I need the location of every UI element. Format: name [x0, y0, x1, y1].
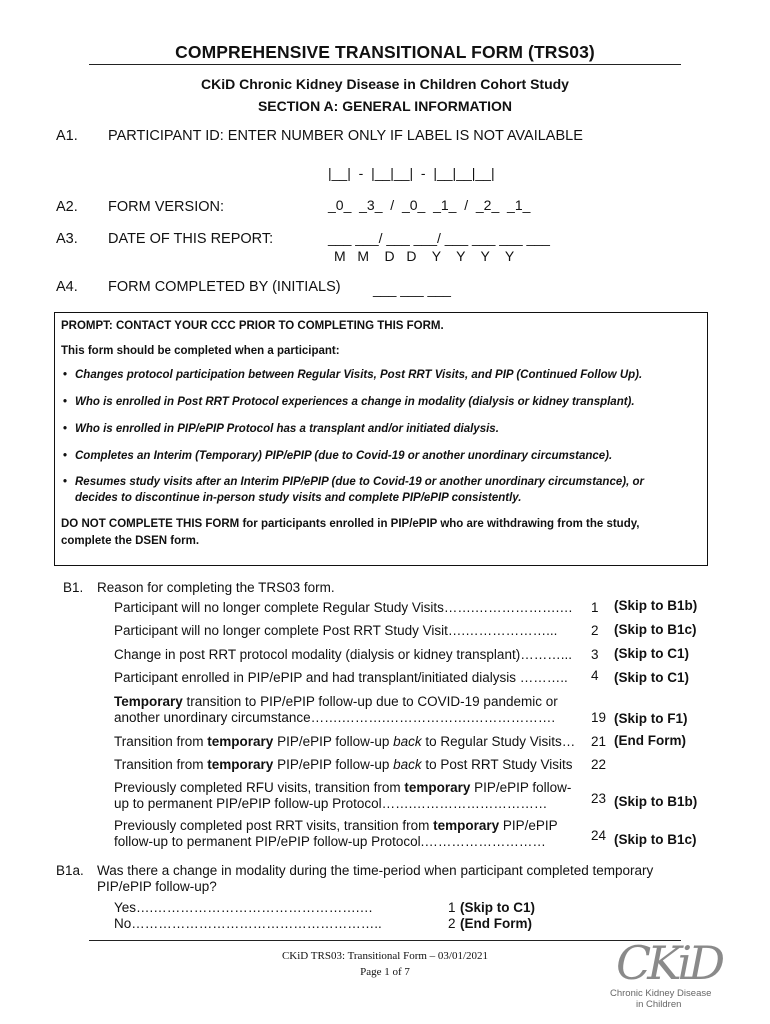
b1-number: B1.	[63, 580, 84, 595]
prompt-bullet-continuation: decides to discontinue in-person study visits and complete PIP/ePIP consistently.	[75, 492, 522, 504]
prompt-bullet: • Changes protocol participation between Regular Visits, Post RRT Visits, and PIP (Continued Follow Up).	[63, 369, 643, 381]
footer-rule	[89, 940, 681, 941]
b1a-question: Was there a change in modality during the time-period when participant completed temporary	[97, 863, 654, 878]
b1-option-23[interactable]: Previously completed RFU visits, transition from temporary PIP/ePIP follow-	[114, 780, 572, 795]
title-underline	[89, 64, 681, 65]
b1-option-3-skip: (Skip to C1)	[614, 646, 690, 661]
a3-label: DATE OF THIS REPORT:	[108, 231, 274, 247]
b1a-no-option[interactable]: No………………………………………………..	[114, 916, 382, 931]
b1-option-19[interactable]: Temporary transition to PIP/ePIP follow-up due to COVID-19 pandemic or	[114, 694, 558, 709]
b1-option-1-code: 1	[591, 600, 599, 615]
b1-option-2-skip: (Skip to B1c)	[614, 622, 697, 637]
b1-option-23-skip: (Skip to B1b)	[614, 794, 698, 809]
b1a-number: B1a.	[56, 863, 84, 878]
b1-option-21-code: 21	[591, 734, 607, 749]
b1-option-3[interactable]: Change in post RRT protocol modality (dialysis or kidney transplant)………...	[114, 647, 572, 662]
report-date-field[interactable]: ___ ___/ ___ ___/ ___ ___ ___ ___	[328, 230, 550, 246]
b1a-yes-code: 1	[448, 900, 456, 915]
b1a-no-code: 2	[448, 916, 456, 931]
a2-label: FORM VERSION:	[108, 199, 225, 215]
ckid-logo-mark: CKiD	[616, 936, 722, 990]
b1-option-23-code: 23	[591, 791, 607, 806]
bullet-icon: •	[63, 396, 68, 408]
b1-option-4[interactable]: Participant enrolled in PIP/ePIP and had transplant/initiated dialysis ………..	[114, 670, 568, 685]
page-number: Page 1 of 7	[360, 966, 410, 978]
bullet-icon: •	[63, 423, 68, 435]
b1-option-21-skip: (End Form)	[614, 733, 686, 748]
prompt-warning: DO NOT COMPLETE THIS FORM for participants enrolled in PIP/ePIP who are withdrawing from the study,	[61, 518, 640, 530]
prompt-bullet: • Who is enrolled in PIP/ePIP Protocol has a transplant and/or initiated dialysis.	[63, 423, 499, 435]
b1-option-4-code: 4	[591, 668, 599, 683]
b1-option-22-code: 22	[591, 757, 607, 772]
b1-option-2[interactable]: Participant will no longer complete Post RRT Study Visit….………………...	[114, 623, 558, 638]
form-version-field: _0_ _3_ / _0_ _1_ / _2_ _1_	[328, 197, 531, 213]
b1-option-24[interactable]: Previously completed post RRT visits, transition from temporary PIP/ePIP	[114, 818, 558, 833]
form-title: COMPREHENSIVE TRANSITIONAL FORM (TRS03)	[175, 42, 595, 62]
b1-option-4-skip: (Skip to C1)	[614, 670, 690, 685]
bullet-icon: •	[63, 476, 68, 488]
ckid-logo-text: Chronic Kidney Disease	[610, 988, 712, 999]
a4-number: A4.	[56, 279, 78, 295]
b1-option-3-code: 3	[591, 647, 599, 662]
b1-option-1-skip: (Skip to B1b)	[614, 598, 698, 613]
b1-option-19-line2: another unordinary circumstance…….……….……………….……………….	[114, 710, 556, 725]
b1a-yes-skip: (Skip to C1)	[460, 900, 536, 915]
b1a-question-continuation: PIP/ePIP follow-up?	[97, 879, 217, 894]
bullet-icon: •	[63, 369, 68, 381]
date-format-hint: M M D D Y Y Y Y	[334, 248, 515, 264]
b1a-no-skip: (End Form)	[460, 916, 532, 931]
b1-option-19-code: 19	[591, 710, 607, 725]
b1-option-24-code: 24	[591, 828, 607, 843]
ckid-logo	[610, 936, 722, 1010]
b1-option-24-line2: follow-up to permanent PIP/ePIP follow-up Protocol.………………………	[114, 834, 546, 849]
study-name: CKiD Chronic Kidney Disease in Children Cohort Study	[201, 76, 569, 92]
b1-option-21[interactable]: Transition from temporary PIP/ePIP follow-up back to Regular Study Visits…	[114, 734, 576, 749]
prompt-intro: This form should be completed when a participant:	[61, 345, 340, 357]
b1a-yes-option[interactable]: Yes….……………………………………….…	[114, 900, 374, 915]
footer-form-id: CKiD TRS03: Transitional Form – 03/01/2021	[281, 950, 489, 962]
b1-option-1[interactable]: Participant will no longer complete Regular Study Visits…….……………….…	[114, 600, 573, 615]
b1-option-2-code: 2	[591, 623, 599, 638]
initials-field[interactable]: ___ ___ ___	[373, 281, 451, 297]
prompt-bullet: • Resumes study visits after an Interim PIP/ePIP (due to Covid-19 or another unordinary circumstance), or	[63, 476, 644, 488]
section-heading: SECTION A: GENERAL INFORMATION	[257, 98, 513, 114]
prompt-bullet: • Completes an Interim (Temporary) PIP/ePIP (due to Covid-19 or another unordinary circumstance).	[63, 450, 613, 462]
b1-option-23-line2: up to permanent PIP/ePIP follow-up Protocol…….…………………………	[114, 796, 548, 811]
b1-option-24-skip: (Skip to B1c)	[614, 832, 697, 847]
a4-label: FORM COMPLETED BY (INITIALS)	[108, 279, 341, 295]
a1-label: PARTICIPANT ID: ENTER NUMBER ONLY IF LABEL IS NOT AVAILABLE	[108, 128, 583, 144]
a3-number: A3.	[56, 231, 78, 247]
prompt-heading: PROMPT: CONTACT YOUR CCC PRIOR TO COMPLETING THIS FORM.	[61, 320, 444, 332]
participant-id-field[interactable]: |__| - |__|__| - |__|__|__|	[328, 165, 495, 181]
b1-question: Reason for completing the TRS03 form.	[97, 580, 335, 595]
b1-option-19-skip: (Skip to F1)	[614, 711, 688, 726]
prompt-box	[54, 312, 708, 566]
prompt-bullet: • Who is enrolled in Post RRT Protocol experiences a change in modality (dialysis or kidney transplant).	[63, 396, 635, 408]
ckid-logo-subtext: in Children	[636, 999, 682, 1010]
a2-number: A2.	[56, 199, 78, 215]
b1-option-22[interactable]: Transition from temporary PIP/ePIP follow-up back to Post RRT Study Visits	[114, 757, 573, 772]
a1-number: A1.	[56, 128, 78, 144]
bullet-icon: •	[63, 450, 68, 462]
prompt-warning-continuation: complete the DSEN form.	[61, 535, 200, 547]
